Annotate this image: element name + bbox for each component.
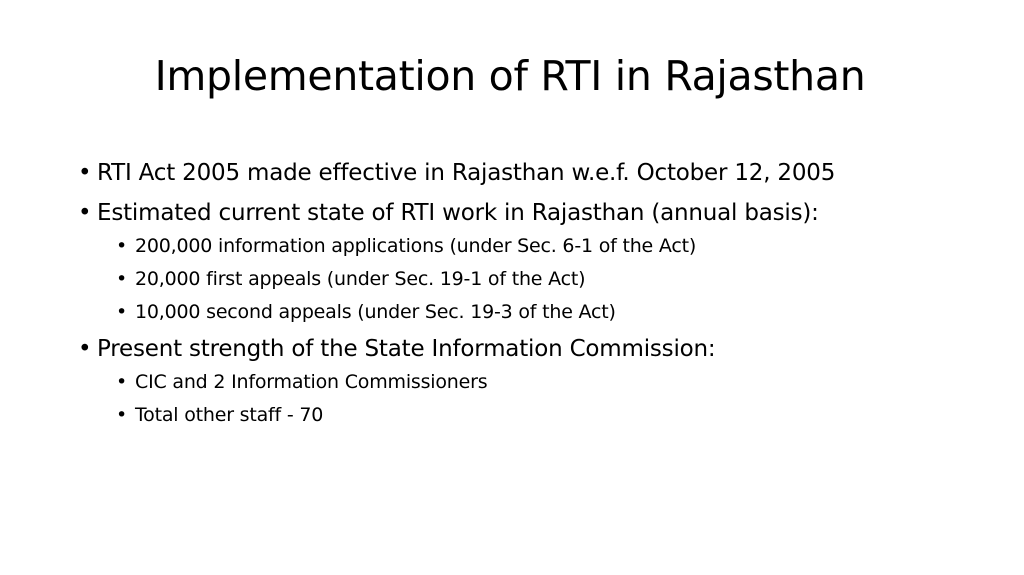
- sub-bullet-text: 200,000 information applications (under Sec. 6-1 of the Act): [135, 235, 697, 257]
- bullet-icon: •: [116, 268, 128, 290]
- bullet-point-commission-strength: [78, 333, 978, 428]
- bullet-text: Estimated current state of RTI work in Rajasthan (annual basis):: [97, 200, 819, 226]
- bullet-icon: •: [116, 235, 128, 257]
- bullet-icon: •: [78, 336, 92, 362]
- sub-bullet-text: CIC and 2 Information Commissioners: [135, 371, 488, 393]
- slide-title: Implementation of RTI in Rajasthan: [154, 52, 866, 100]
- bullet-icon: •: [78, 160, 92, 186]
- sub-bullet-other-staff: [78, 402, 978, 428]
- bullet-icon: •: [116, 371, 128, 393]
- bullet-text: RTI Act 2005 made effective in Rajasthan w.e.f. October 12, 2005: [97, 160, 836, 186]
- bullet-icon: •: [116, 301, 128, 323]
- sub-bullet-first-appeals: [78, 266, 978, 292]
- sub-bullet-text: 10,000 second appeals (under Sec. 19-3 of the Act): [135, 301, 616, 323]
- bullet-text: Present strength of the State Information Commission:: [97, 336, 716, 362]
- bullet-point-act-effective: [78, 157, 978, 189]
- sub-bullet-list: [78, 369, 978, 428]
- sub-bullet-list: [78, 233, 978, 325]
- sub-bullet-text: 20,000 first appeals (under Sec. 19-1 of the Act): [135, 268, 586, 290]
- bullet-list: [78, 157, 978, 436]
- sub-bullet-information-applications: [78, 233, 978, 259]
- bullet-icon: •: [78, 200, 92, 226]
- bullet-icon: •: [116, 404, 128, 426]
- sub-bullet-commissioners: [78, 369, 978, 395]
- bullet-point-current-state: [78, 197, 978, 325]
- sub-bullet-text: Total other staff - 70: [135, 404, 324, 426]
- sub-bullet-second-appeals: [78, 299, 978, 325]
